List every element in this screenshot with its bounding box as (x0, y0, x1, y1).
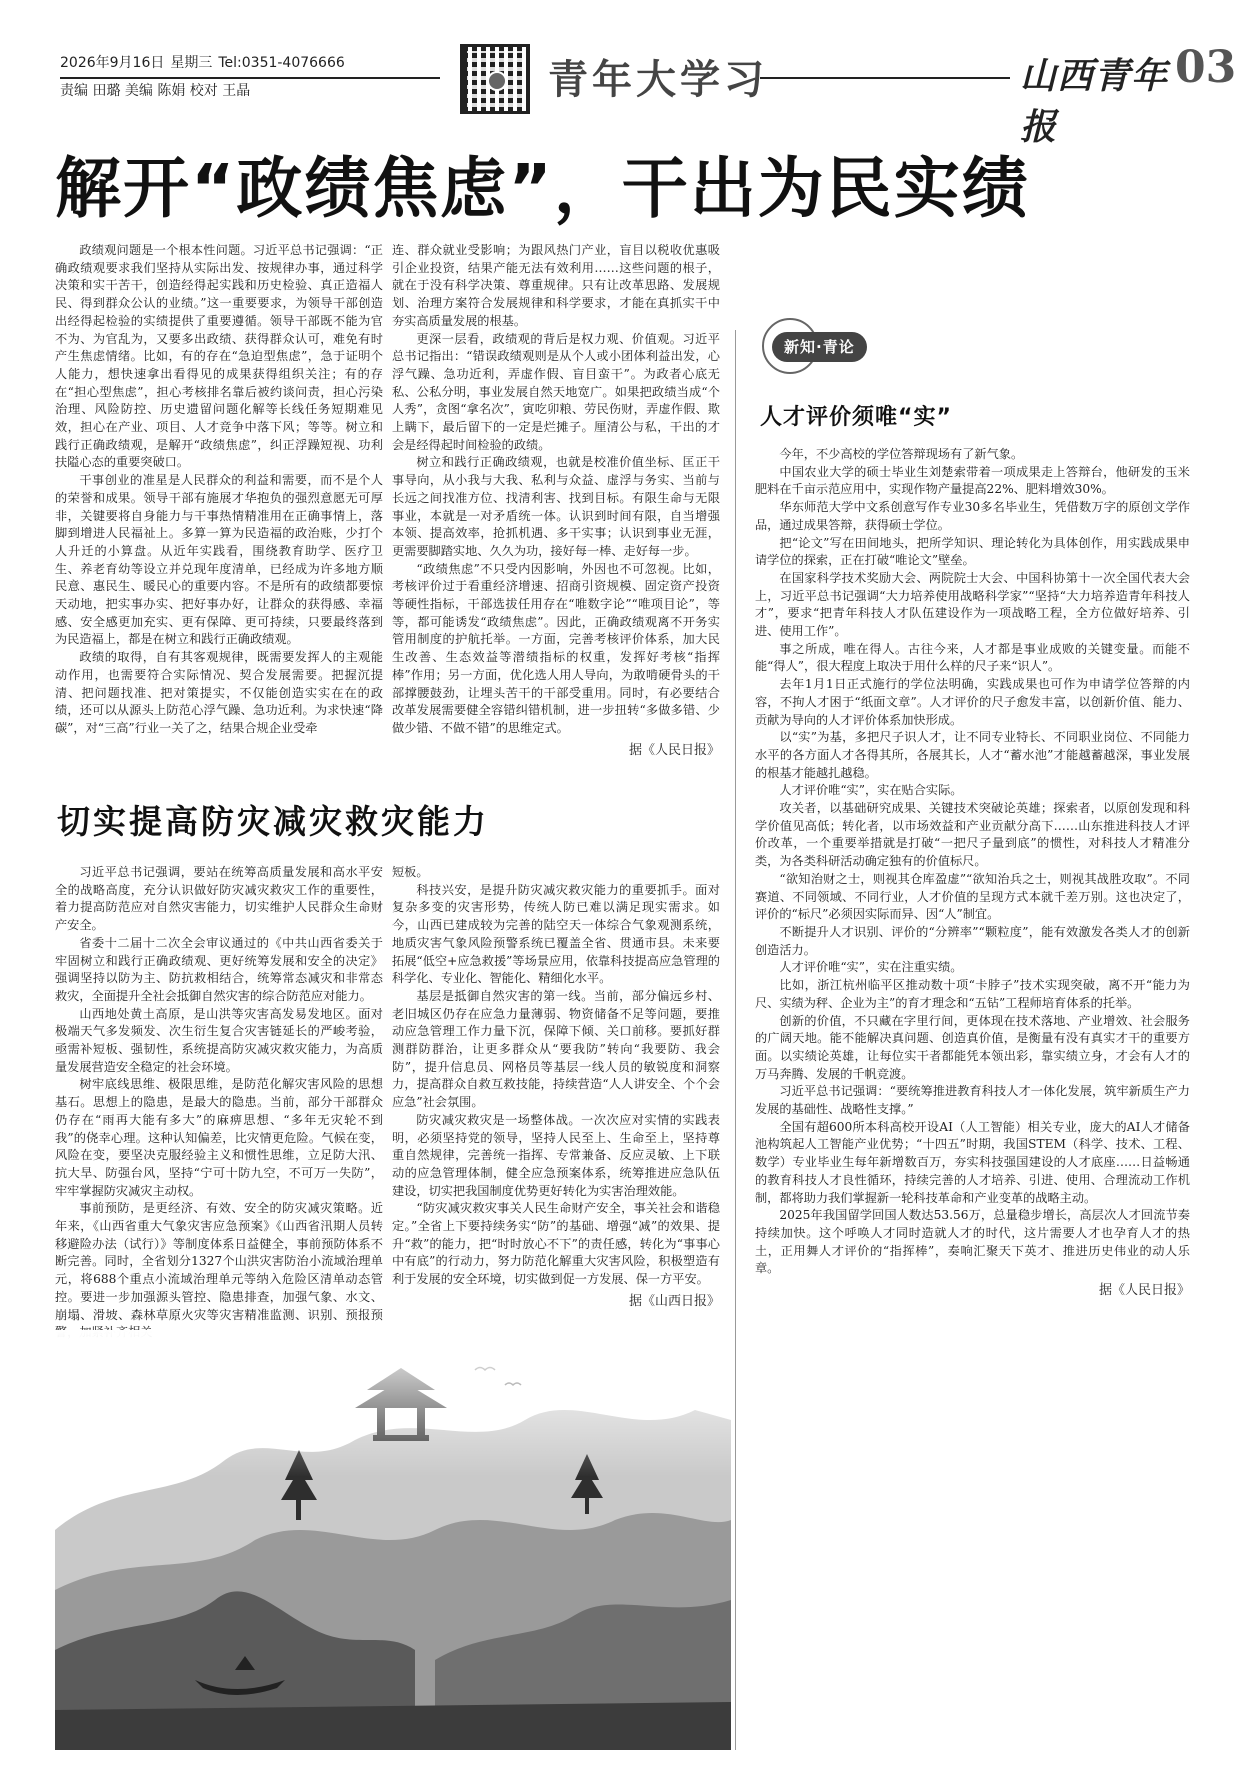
article-1-source: 据《人民日报》 (628, 742, 720, 758)
section-name: 青年大学习 (548, 56, 768, 103)
article-2-column-1 (55, 864, 383, 1342)
paragraph: 事之所成，唯在得人。古往今来，人才都是事业成败的关键变量。而能不能“得人”，很大程度上取决于用什么样的尺子来“识人”。 (755, 641, 1190, 674)
paragraph: 以“实”为基，多把尺子识人才，让不同专业特长、不同职业岗位、不同能力水平的各方面人才各得其所，各展其长，人才“蓄水池”才能越蓄越深，事业发展的根基才能越扎越稳。 (755, 730, 1190, 780)
article-1-title: 解开“政绩焦虑”，干出为民实绩 (55, 150, 1030, 227)
paragraph: 更深一层看，政绩观的背后是权力观、价值观。习近平总书记指出：“错误政绩观则是从个人或小团体利益出发，心浮气躁、急功近利，弄虚作假、盲目蛮干”。为政者心底无私、公私分明，事业发展自然天地宽广。如果把政绩当成“个人秀”，贪图“拿名次”，寅吃卯粮、劳民伤财，弄虚作假、欺上瞒下，最后留下的一定是烂摊子。厘清公与私，干出的才会是经得起时间检验的政绩。 (392, 331, 720, 452)
paragraph: 干事创业的准星是人民群众的利益和需要，而不是个人的荣誉和成果。领导干部有施展才华抱负的强烈意愿无可厚非，关键要将自身能力与干事热情精准用在正确事情上，落脚到增进人民福祉上。多算一算为民造福的政治账，少打个人升迁的小算盘。从近年实践看，围绕教育助学、医疗卫生、养老育幼等设立并兑现年度清单，已经成为许多地方顺民意、惠民生、暖民心的重要内容。不是所有的政绩都要惊天动地，把实事办实、把好事办好，让群众的获得感、幸福感、安全感更加充实、更有保障、更可持续，只要最终落到为民造福上，都是在树立和践行正确政绩观。 (55, 473, 383, 647)
editor-credits: 责编 田璐 美编 陈娟 校对 王晶 (60, 83, 251, 99)
newspaper-logo: 山西青年报 (1020, 55, 1169, 148)
issue-date-line (60, 52, 351, 74)
paragraph: 中国农业大学的硕士毕业生刘楚索带着一项成果走上答辩台，他研发的玉米肥料在千亩示范应用中，实现作物产量提高22%、肥料增效30%。 (755, 464, 1190, 497)
paragraph: 习近平总书记强调，要站在统筹高质量发展和高水平安全的战略高度，充分认识做好防灾减灾救灾工作的重要性，着力提高防范应对自然灾害能力，切实维护人民群众生命财产安全。 (55, 865, 383, 933)
paragraph: 攻关者，以基础研究成果、关键技术突破论英雄；探索者，以原创发现和科学价值见高低；转化者，以市场效益和产业贡献分高下……山东推进科技人才评价改革，一个重要举措就是打破“一把尺子量到底”的惯性，对科技人才精准分类，为各类科研活动确定独有的价值标尺。 (755, 801, 1190, 869)
paragraph: 2025年我国留学回国人数达53.56万，总量稳步增长，高层次人才回流节奏持续加快。这个呼唤人才同时造就人才的时代，这片需要人才也孕育人才的热土，正用舞人才评价的“指挥棒”，奏响汇聚天下英才、推进历史伟业的动人乐章。 (755, 1208, 1190, 1276)
issue-weekday: 星期三 (170, 55, 213, 71)
paragraph: 去年1月1日正式施行的学位法明确，实践成果也可作为申请学位答辩的内容，不拘人才困于“纸面文章”。人才评价的尺子愈发丰富，以创新价值、能力、贡献为导向的人才评价体系加快形成。 (755, 677, 1190, 727)
article-1-column-1 (55, 242, 383, 738)
paragraph: 不断提升人才识别、评价的“分辨率”“颗粒度”，能有效激发各类人才的创新创造活力。 (755, 924, 1190, 957)
paragraph: 比如，浙江杭州临平区推动数十项“卡脖子”技术实现突破，离不开“能力为尺、实绩为秤、企业为主”的育才理念和“五钻”工程师培育体系的托举。 (755, 978, 1190, 1010)
paragraph: 树立和践行正确政绩观，也就是校准价值坐标、匡正干事导向，从小我与大我、私利与众益、虚浮与务实、当前与长远之间找准方位、找清利害、找到目标。有限生命与无限事业，本就是一对矛盾统一体。认识到时间有限，自当增强本领、提高效率，抢抓机遇、多干实事；认识到事业无涯，更需要脚踏实地、久久为功，接好每一棒、走好每一步。 (392, 455, 720, 558)
sidebar-body (755, 446, 1190, 1300)
paragraph: 政绩观问题是一个根本性问题。习近平总书记强调：“正确政绩观要求我们坚持从实际出发、按规律办事，通过科学决策和实干苦干，创造经得起实践和历史检验、真正造福人民、得到群众公认的业绩。”这一重要要求，为领导干部创造出经得起检验的实绩提供了重要遵循。领导干部既不能为官不为、为官乱为，又要多出政绩、获得群众认可，难免有时产生焦虑情绪。比如，有的存在“急迫型焦虑”，急于证明个人能力，想快速拿出看得见的成果获得组织关注；有的存在“担心型焦虑”，担心考核排名靠后被约谈问责，担心污染治理、风险防控、历史遗留问题化解等长线任务短期难见效，担心在产业、项目、人才竞争中落下风；等等。树立和践行正确政绩观，是解开“政绩焦虑”，纠正浮躁短视、功利扶隘心态的重要突破口。 (55, 243, 383, 470)
article-2-source: 据《山西日报》 (628, 1293, 720, 1309)
masthead-rule-left (60, 77, 440, 79)
qr-code-icon[interactable] (460, 44, 530, 114)
article-2-column-2 (392, 864, 720, 1311)
paragraph: 连、群众就业受影响；为跟风热门产业，盲目以税收优惠吸引企业投资，结果产能无法有效利用……这些问题的根子，就在于没有科学决策、尊重规律。只有让改革思路、发展规划、治理方案符合发展规律和科学要求，才能在真抓实干中夯实高质量发展的根基。 (392, 243, 720, 328)
sidebar-title: 人才评价须唯“实” (760, 405, 952, 430)
page-number: 03 (1175, 42, 1237, 93)
paragraph: 省委十二届十二次全会审议通过的《中共山西省委关于牢固树立和践行正确政绩观、更好统筹发展和安全的决定》强调坚持以防为主、防抗救相结合，统筹常态减灾和非常态救灾，全面提升全社会抵御自然灾害的综合防范应对能力。 (55, 935, 383, 1003)
paragraph: 政绩的取得，自有其客观规律，既需要发挥人的主观能动作用，也需要符合实际情况、契合发展需要。把握沉提清、把问题找准、把对策提实，不仅能创造实实在在的政绩，还可以从源头上防范心浮气躁、急功近利。为求快速“降碳”，对“三高”行业一关了之，结果合规企业受牵 (55, 650, 383, 735)
paragraph: 创新的价值，不只藏在字里行间，更体现在技术落地、产业增效、社会服务的广阔天地。能不能解决真问题、创造真价值，是衡量有没有真实才干的重要方面。以实绩论英雄，让每位实干者都能凭本领出彩，靠实绩立身，才会有人才的万马奔腾、发展的千帆竞渡。 (755, 1013, 1190, 1081)
paragraph: 全国有超600所本科高校开设AI（人工智能）相关专业，庞大的AI人才储备池构筑起人工智能产业优势；“十四五”时期，我国STEM（科学、技术、工程、数学）专业毕业生每年新增数百万，夯实科技强国建设的人才底座……日益畅通的教育科技人才良性循环，持续完善的人才培养、引进、使用、合理流动工作机制，都将助力我们掌握新一轮科技革命和产业变革的战略主动。 (755, 1119, 1190, 1205)
paragraph: 人才评价唯“实”，实在注重实绩。 (779, 960, 963, 975)
paragraph: “政绩焦虑”不只受内因影响，外因也不可忽视。比如，考核评价过于看重经济增速、招商引资规模、固定资产投资等硬性指标，干部选拔任用存在“唯数字论”“唯项目论”，等等，都可能诱发“政绩焦虑”。因此，正确政绩观离不开务实管用制度的护航托举。一方面，完善考核评价体系，加大民生改善、生态效益等潜绩指标的权重，发挥好考核“指挥棒”作用；另一方面，优化选人用人导向，为敢啃硬骨头的干部撑腰鼓劲，让埋头苦干的干部受重用。同时，有必要结合改革发展需要健全容错纠错机制，进一步扭转“多做多错、少做少错、不做不错”的思维定式。 (392, 561, 720, 735)
paragraph: 短板。 (392, 865, 429, 879)
paragraph: 今年，不少高校的学位答辩现场有了新气象。 (779, 447, 1024, 461)
paragraph: 防灾减灾救灾是一场整体战。一次次应对实情的实践表明，必须坚持党的领导，坚持人民至上、生命至上，坚持尊重自然规律，完善统一指挥、专常兼备、反应灵敏、上下联动的应急管理体制，健全应急预案体系，统筹推进应急队伍建设，切实把我国制度优势更好转化为实害治理效能。 (392, 1112, 720, 1198)
paragraph: 科技兴安，是提升防灾减灾救灾能力的重要抓手。面对复杂多变的灾害形势，传统人防已难以满足现实需求。如今，山西已建成较为完善的陆空天一体综合气象观测系统，地质灾害气象风险预警系统已覆盖全省、贯通市县。未来要拓展“低空+应急救援”等场景应用，依靠科技提高应急管理的科学化、专业化、智能化、精细化水平。 (392, 882, 720, 986)
column-badge (762, 318, 882, 374)
paragraph: 基层是抵御自然灾害的第一线。当前，部分偏远乡村、老旧城区仍存在应急力量薄弱、物资储备不足等问题，要推动应急管理工作力量下沉，保障下倾、关口前移。要抓好群测群防群治，让更多群众从“要我防”转向“我要防、我会防”，提升信息员、网格员等基层一线人员的敏锐度和洞察力，提高群众自救互救技能，持续营造“人人讲安全、个个会应急”社会氛围。 (392, 988, 720, 1110)
paragraph: 事前预防，是更经济、有效、安全的防灾减灾策略。近年来，《山西省重大气象灾害应急预案》《山西省汛期人员转移避险办法（试行）》等制度体系日益健全，事前预防体系不断完善。同时，全省划分1327个山洪灾害防治小流域治理单元，将688个重点小流域治理单元等纳入危险区清单动态管控。要进一步加强源头管控、隐患排查，加强气象、水文、崩塌、滑坡、森林草原火灾等灾害精准监测、识别、预报预 (55, 1201, 383, 1322)
article-1-column-2 (392, 242, 720, 759)
paragraph: 在国家科学技术奖励大会、两院院士大会、中国科协第十一次全国代表大会上，习近平总书记强调“大力培养使用战略科学家”“坚持“大力培养造青年科技人才”，要求“把青年科技人才队伍建设作为一项战略工程，全方位做好培养、引进、使用工作”。 (755, 570, 1190, 639)
paragraph: 习近平总书记强调：“要统筹推进教育科技人才一体化发展，筑牢新质生产力发展的基础性、战略性支撑。” (755, 1084, 1190, 1117)
article-2-title: 切实提高防灾减灾救灾能力 (57, 802, 489, 841)
masthead (60, 40, 1237, 148)
paragraph: “防灾减灾救灾事关人民生命财产安全，事关社会和谐稳定。”全省上下要持续务实“防”的基础、增强“减”的效果、提升“救”的能力，把“时时放心不下”的责任感，转化为“事事心中有底”的行动力，努力防范化解重大灾害风险，积极塑造有利于发展的安全环境，切实做到促一方发展、保一方平安。 (392, 1201, 720, 1287)
sidebar-divider (735, 330, 736, 1750)
ink-landscape-illustration (55, 1330, 731, 1750)
masthead-rule-right (760, 77, 1010, 79)
issue-date: 2026年9月16日 (60, 55, 165, 71)
paragraph: 把“论文”写在田间地头，把所学知识、理论转化为具体创作，用实践成果申请学位的探索，正在打破“唯论文”壁垒。 (755, 535, 1190, 568)
paragraph: 山西地处黄土高原，是山洪等灾害高发易发地区。面对极端天气多发频发、次生衍生复合灾害链延长的严峻考验，亟需补短板、强韧性，系统提高防灾减灾救灾能力，为高质量发展营造安全稳定的社会环境。 (55, 1006, 383, 1074)
phone-number: Tel:0351-4076666 (218, 55, 345, 71)
sidebar-source: 据《人民日报》 (1098, 1283, 1190, 1299)
column-badge-label: 新知·青论 (772, 332, 867, 362)
paragraph: 华东师范大学中文系创意写作专业30多名毕业生，凭借数万字的原创文学作品，通过成果答辩，获得硕士学位。 (755, 500, 1190, 532)
paragraph: “欲知治财之士，则视其仓库盈虚”“欲知治兵之士，则视其战胜攻取”。不同赛道、不同领域、不同行业，人才价值的呈现方式本就千差万别。这也决定了，评价的“标尺”必须因实际而异、因“人”制宜。 (755, 871, 1190, 922)
paragraph: 树牢底线思维、极限思维，是防范化解灾害风险的思想基石。思想上的隐患，是最大的隐患。当前，部分干部群众仍存在“雨再大能有多大”的麻痹思想、“多年无灾轮不到我”的侥幸心理。这种认知偏差，比灾情更危险。气候在变，风险在变，要坚决克服经验主义和惯性思维，立足防大汛、抗大旱、防强台风，坚持“宁可十防九空，不可万一失防”，牢牢掌握防灾减灾主动权。 (55, 1077, 383, 1198)
paragraph: 人才评价唯“实”，实在贴合实际。 (779, 783, 963, 798)
